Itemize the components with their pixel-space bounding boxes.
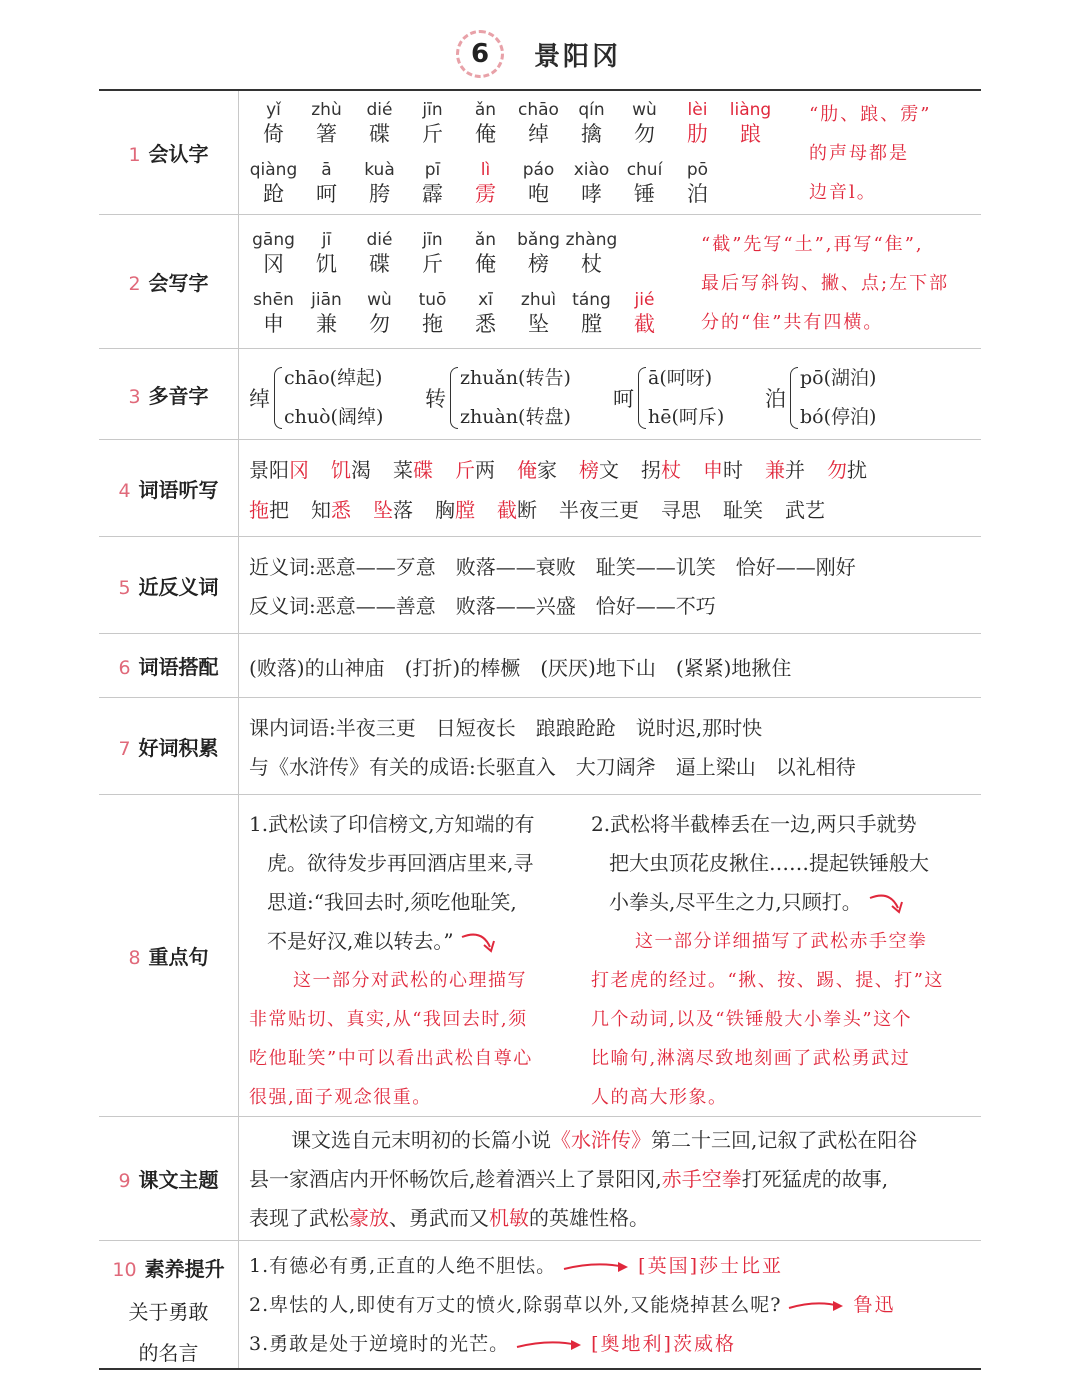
pinyin: kuà bbox=[364, 160, 395, 180]
dictation-word: 饥渴 bbox=[331, 458, 371, 482]
pinyin: tuō bbox=[418, 290, 447, 310]
section-synonyms-antonyms bbox=[99, 537, 981, 634]
pinyin-char bbox=[618, 99, 671, 147]
theme-paragraph: 课文选自元末明初的长篇小说《水浒传》第二十三回,记叙了武松在阳谷 县一家酒店内开怀畅饮后,趁着酒兴上了景阳冈,赤手空拳打死猛虎的故事, 表现了武松豪放、勇武而又机敏的英雄性格。 bbox=[249, 1128, 918, 1230]
pinyin-char bbox=[671, 159, 724, 207]
pinyin-row bbox=[247, 289, 671, 337]
brace-icon bbox=[638, 367, 646, 429]
pinyin-char bbox=[565, 99, 618, 147]
section-label: 词语搭配 bbox=[138, 655, 219, 679]
pinyin: zhàng bbox=[565, 230, 618, 250]
dictation-word: 知悉 bbox=[311, 498, 351, 522]
pinyin: lèi bbox=[687, 100, 708, 120]
pinyin: wù bbox=[367, 290, 392, 310]
quote-line bbox=[249, 1251, 805, 1278]
pinyin-char bbox=[353, 99, 406, 147]
key-sentence-2: 2.武松将半截棒丢在一边,两只手就势 把大虫顶花皮揪住……提起铁锤般大 小拳头,尽平生之力,只顾打。 这一部分详细描写了武松赤手空拳 打老虎的经过。“揪、按、踢、提、打”这 几个动词,以及“铁锤般大小拳头”这个 比喻句,淋漓尽致地刻画了武松勇武过 人的高大形象。 bbox=[591, 805, 971, 1117]
lesson-title: 景阳冈 bbox=[534, 42, 622, 72]
character: 拖 bbox=[422, 312, 443, 336]
collocation-line: (败落)的山神庙 (打折)的棒橛 (厌厌)地下山 (紧紧)地揪住 bbox=[249, 656, 792, 680]
pinyin: ā bbox=[321, 160, 332, 180]
polyphonic-group bbox=[613, 359, 724, 437]
section-quotes bbox=[99, 1241, 981, 1370]
summary-table bbox=[99, 89, 981, 1370]
polyphonic-group bbox=[249, 359, 383, 437]
pinyin: liàng bbox=[729, 100, 772, 120]
pinyin-char bbox=[724, 99, 777, 147]
section-label: 会认字 bbox=[148, 142, 209, 166]
polyphonic-char: 呵 bbox=[613, 387, 634, 411]
dictation-word: 菜碟 bbox=[393, 458, 433, 482]
character: 申 bbox=[263, 312, 284, 336]
character: 饥 bbox=[316, 252, 337, 276]
character: 霹 bbox=[422, 182, 443, 206]
pinyin: zhù bbox=[311, 100, 342, 120]
character: 杖 bbox=[581, 252, 602, 276]
character: 勿 bbox=[634, 122, 655, 146]
synonym-line: 近义词:恶意——歹意 败落——衰败 耻笑——讥笑 恰好——刚好 bbox=[249, 555, 856, 579]
pinyin: lì bbox=[480, 160, 491, 180]
word-row bbox=[249, 454, 889, 483]
dictation-word: 胸膛 bbox=[435, 498, 475, 522]
pinyin-char bbox=[247, 159, 300, 207]
character: 绰 bbox=[528, 122, 549, 146]
reading: bó(停泊) bbox=[800, 406, 877, 428]
character: 碟 bbox=[369, 252, 390, 276]
character: 箸 bbox=[316, 122, 337, 146]
dictation-word: 斤两 bbox=[455, 458, 495, 482]
character: 跄 bbox=[263, 182, 284, 206]
brace-icon bbox=[274, 367, 282, 429]
section-dictation bbox=[99, 440, 981, 537]
pinyin: jiān bbox=[311, 290, 342, 310]
character: 泊 bbox=[687, 182, 708, 206]
polyphonic-group bbox=[425, 359, 571, 437]
dictation-word: 耻笑 bbox=[723, 498, 763, 522]
character: 斤 bbox=[422, 122, 443, 146]
section-number: 10 bbox=[112, 1259, 137, 1281]
section-number: 2 bbox=[128, 273, 141, 295]
dictation-word: 坠落 bbox=[373, 498, 413, 522]
pinyin-char bbox=[300, 99, 353, 147]
pinyin: pō bbox=[686, 160, 709, 180]
pinyin-char bbox=[353, 159, 406, 207]
character: 肋 bbox=[687, 122, 708, 146]
character: 胯 bbox=[369, 182, 390, 206]
pinyin: jié bbox=[634, 290, 655, 310]
dictation-word: 拐杖 bbox=[641, 458, 681, 482]
section-label: 素养提升 bbox=[144, 1257, 225, 1281]
pinyin-char bbox=[618, 289, 671, 337]
pinyin-char bbox=[671, 99, 724, 147]
dictation-word: 寻思 bbox=[661, 498, 701, 522]
quote-author: 鲁迅 bbox=[853, 1294, 896, 1316]
lesson-header bbox=[0, 26, 1080, 82]
pinyin-char bbox=[247, 229, 300, 277]
polyphonic-char: 转 bbox=[425, 387, 446, 411]
character: 俺 bbox=[475, 122, 496, 146]
character: 俺 bbox=[475, 252, 496, 276]
pinyin-char bbox=[512, 289, 565, 337]
section-number: 8 bbox=[128, 947, 141, 969]
pinyin: ǎn bbox=[474, 230, 497, 250]
quote-author: [奥地利]茨威格 bbox=[591, 1333, 736, 1355]
section-number: 6 bbox=[118, 657, 131, 679]
arrow-icon bbox=[515, 1335, 585, 1355]
character: 雳 bbox=[475, 182, 496, 206]
pinyin-char bbox=[406, 159, 459, 207]
section-number: 7 bbox=[118, 737, 131, 760]
pinyin-char bbox=[353, 289, 406, 337]
character: 膛 bbox=[581, 312, 602, 336]
pinyin-char bbox=[406, 99, 459, 147]
dictation-word: 勿扰 bbox=[827, 458, 867, 482]
pinyin: páo bbox=[522, 160, 555, 180]
pinyin-char bbox=[353, 229, 406, 277]
pinyin-row bbox=[247, 229, 618, 277]
pinyin-char bbox=[406, 289, 459, 337]
quote-text: 3.勇敢是处于逆境时的光芒。 bbox=[249, 1333, 510, 1355]
reading: zhuǎn(转告) bbox=[460, 367, 571, 389]
quote-text: 1.有德必有勇,正直的人绝不胆怯。 bbox=[249, 1255, 557, 1277]
handwritten-note: 这一部分详细描写了武松赤手空拳 打老虎的经过。“揪、按、踢、提、打”这 几个动词,以及“铁锤般大小拳头”这个 比喻句,淋漓尽致地刻画了武松勇武过 人的高大形象。 bbox=[591, 931, 944, 1108]
pinyin-char bbox=[459, 99, 512, 147]
section-number: 4 bbox=[118, 479, 131, 502]
pinyin-row bbox=[247, 99, 777, 147]
pinyin-char bbox=[300, 159, 353, 207]
character: 勿 bbox=[369, 312, 390, 336]
pinyin-char bbox=[459, 229, 512, 277]
pinyin: shēn bbox=[253, 290, 294, 310]
pinyin-char bbox=[565, 229, 618, 277]
pinyin: qiàng bbox=[249, 160, 298, 180]
pinyin: zhuì bbox=[520, 290, 557, 310]
reading: chāo(绰起) bbox=[284, 367, 383, 389]
quote-line bbox=[249, 1329, 758, 1356]
brace-icon bbox=[450, 367, 458, 429]
pinyin: jīn bbox=[422, 100, 443, 120]
character: 倚 bbox=[263, 122, 284, 146]
pinyin: xiào bbox=[573, 160, 610, 180]
pinyin-char bbox=[459, 289, 512, 337]
character: 斤 bbox=[422, 252, 443, 276]
section-label: 课文主题 bbox=[138, 1168, 219, 1192]
character: 咆 bbox=[528, 182, 549, 206]
reading: ā(呵呀) bbox=[648, 367, 713, 389]
curved-arrow-icon bbox=[460, 929, 500, 957]
pinyin: dié bbox=[366, 230, 393, 250]
character: 榜 bbox=[528, 252, 549, 276]
quote-line bbox=[249, 1290, 917, 1317]
pinyin-char bbox=[247, 289, 300, 337]
dictation-word: 半夜三更 bbox=[559, 498, 639, 522]
pinyin-char bbox=[300, 229, 353, 277]
pinyin: wù bbox=[632, 100, 657, 120]
pinyin: chāo bbox=[518, 100, 559, 120]
character: 坠 bbox=[528, 312, 549, 336]
words-line: 课内词语:半夜三更 日短夜长 踉踉跄跄 说时迟,那时快 bbox=[249, 716, 763, 740]
pinyin: yǐ bbox=[266, 100, 281, 120]
section-label: 近反义词 bbox=[138, 574, 219, 599]
section-label: 多音字 bbox=[148, 383, 209, 408]
character: 截 bbox=[634, 312, 655, 336]
section-polyphonic bbox=[99, 349, 981, 440]
pinyin-char bbox=[618, 159, 671, 207]
section-sublabel: 的名言 bbox=[138, 1341, 199, 1365]
section-number: 5 bbox=[118, 576, 131, 599]
section-good-words bbox=[99, 698, 981, 795]
handwritten-note: 这一部分对武松的心理描写 非常贴切、真实,从“我回去时,须 吃他耻笑”中可以看出武松自尊心 很强,面子观念很重。 bbox=[249, 970, 533, 1108]
dictation-word: 武艺 bbox=[785, 498, 825, 522]
pinyin-char bbox=[512, 159, 565, 207]
section-label: 会写字 bbox=[148, 271, 209, 295]
character: 碟 bbox=[369, 122, 390, 146]
pinyin-char bbox=[406, 229, 459, 277]
pinyin: táng bbox=[572, 290, 611, 310]
pinyin: qín bbox=[578, 100, 605, 120]
character: 冈 bbox=[263, 252, 284, 276]
dictation-word: 俺家 bbox=[517, 458, 557, 482]
pinyin: xī bbox=[478, 290, 493, 310]
section-recognize-chars bbox=[99, 91, 981, 215]
character: 悉 bbox=[475, 312, 496, 336]
section-number: 3 bbox=[128, 385, 141, 408]
pinyin-char bbox=[565, 289, 618, 337]
reading: pō(湖泊) bbox=[800, 367, 877, 389]
quote-text: 2.卑怯的人,即使有万丈的愤火,除弱草以外,又能烧掉甚么呢? bbox=[249, 1294, 782, 1316]
pinyin: ǎn bbox=[474, 100, 497, 120]
pinyin-char bbox=[247, 99, 300, 147]
section-label: 重点句 bbox=[148, 945, 209, 969]
character: 哮 bbox=[581, 182, 602, 206]
polyphonic-char: 绰 bbox=[249, 387, 270, 411]
handwritten-note: “肋、踉、雳” 的声母都是 边音l。 bbox=[809, 104, 932, 203]
pinyin-char bbox=[300, 289, 353, 337]
curved-arrow-icon bbox=[868, 890, 908, 918]
pinyin: jī bbox=[321, 230, 332, 250]
section-label: 词语听写 bbox=[138, 477, 219, 502]
idioms-line: 与《水浒传》有关的成语:长驱直入 大刀阔斧 逼上梁山 以礼相待 bbox=[249, 755, 856, 779]
reading: hē(呵斥) bbox=[648, 406, 725, 428]
pinyin: chuí bbox=[626, 160, 663, 180]
pinyin-char bbox=[565, 159, 618, 207]
section-collocation bbox=[99, 634, 981, 698]
word-row bbox=[249, 494, 847, 523]
section-label: 好词积累 bbox=[138, 735, 219, 760]
quote-author: [英国]莎士比亚 bbox=[638, 1255, 783, 1277]
arrow-icon bbox=[562, 1257, 632, 1277]
character: 兼 bbox=[316, 312, 337, 336]
pinyin-row bbox=[247, 159, 724, 207]
reading: zhuàn(转盘) bbox=[460, 406, 571, 428]
brace-icon bbox=[790, 367, 798, 429]
lesson-number-badge: 6 bbox=[456, 30, 504, 78]
dictation-word: 截断 bbox=[497, 498, 537, 522]
dictation-word: 榜文 bbox=[579, 458, 619, 482]
antonym-line: 反义词:恶意——善意 败落——兴盛 恰好——不巧 bbox=[249, 594, 716, 618]
dictation-word: 拖把 bbox=[249, 498, 289, 522]
pinyin-char bbox=[512, 99, 565, 147]
pinyin-char bbox=[512, 229, 565, 277]
reading: chuò(阔绰) bbox=[284, 406, 384, 428]
pinyin: jīn bbox=[422, 230, 443, 250]
character: 锤 bbox=[634, 182, 655, 206]
section-key-sentences bbox=[99, 795, 981, 1117]
character: 呵 bbox=[316, 182, 337, 206]
pinyin-char bbox=[459, 159, 512, 207]
polyphonic-group bbox=[765, 359, 876, 437]
dictation-word: 申时 bbox=[703, 458, 743, 482]
pinyin: pī bbox=[424, 160, 441, 180]
section-number: 1 bbox=[128, 144, 141, 166]
character: 擒 bbox=[581, 122, 602, 146]
section-theme bbox=[99, 1117, 981, 1241]
pinyin: bǎng bbox=[517, 230, 560, 250]
dictation-word: 景阳冈 bbox=[249, 458, 309, 482]
pinyin: dié bbox=[366, 100, 393, 120]
arrow-icon bbox=[787, 1296, 847, 1316]
pinyin: gāng bbox=[252, 230, 295, 250]
dictation-word: 兼并 bbox=[765, 458, 805, 482]
polyphonic-char: 泊 bbox=[765, 387, 786, 411]
section-number: 9 bbox=[118, 1170, 131, 1192]
key-sentence-1: 1.武松读了印信榜文,方知端的有 虎。欲待发步再回酒店里来,寻 思道:“我回去时,须吃他耻笑, 不是好汉,难以转去。” 这一部分对武松的心理描写 非常贴切、真实,从“我回去时,须 吃他耻笑”中可以看出武松自尊心 很强,面子观念很重。 bbox=[249, 805, 579, 1117]
section-sublabel: 关于勇敢 bbox=[128, 1300, 209, 1324]
section-write-chars bbox=[99, 215, 981, 349]
character: 踉 bbox=[740, 122, 761, 146]
handwritten-note: “截”先写“土”,再写“隹”, 最后写斜钩、撇、点;左下部 分的“隹”共有四横。 bbox=[701, 234, 950, 333]
